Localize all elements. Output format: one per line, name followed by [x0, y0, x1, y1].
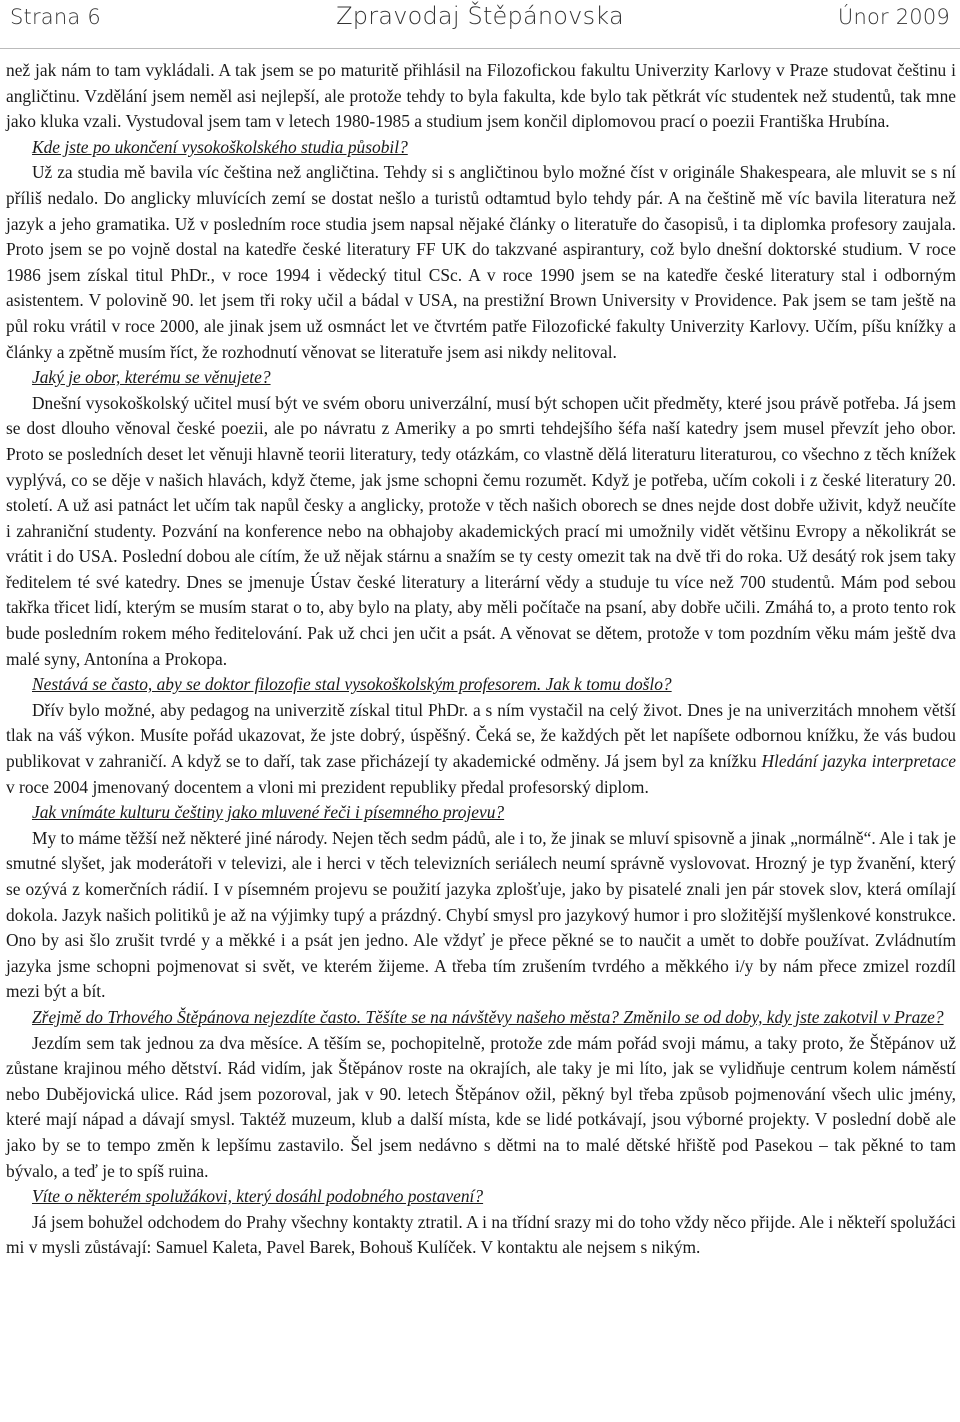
paragraph: Jezdím sem tak jednou za dva měsíce. A těším se, pochopitelně, protože zde mám pořád svoji mámu, a taky proto, že Štěpánov už zůstane krajinou mého dětství. Rád vidím, jak Štěpánov roste na okrajích, ale taky je mi líto, jak se vylidňuje centrum kolem náměstí nebo Dubějovická ulice. Rád jsem pozoroval, jak v 90. letech Štěpánov ožil, pěkný byl třeba způsob pojmenování všech ulic jmény, které mají nápad a dávají smysl. Taktéž muzeum, klub a další místa, kde se lidé potkávají, jsou výborné projekty. V poslední době ale jako by se to tempo změn k lepšímu zastavilo. Šel jsem nedávno s dětmi na to malé dětské hřiště pod Pasekou – tak pěkné to tam bývalo, a teď je to spíš ruina.: [6, 1032, 956, 1181]
page-header: [0, 0, 960, 49]
interview-question: Jaký je obor, kterému se věnujete?: [32, 367, 271, 388]
answer-text: v roce 2004 jmenovaný docentem a vloni mi prezident republiky předal profesorský diplom.: [6, 776, 649, 797]
paragraph: Já jsem bohužel odchodem do Prahy všechny kontakty ztratil. A i na třídní srazy mi do toho vždy něco přijde. Ale i někteří spolužáci mi v mysli zůstávají: Samuel Kaleta, Pavel Barek, Bohouš Kulíček. V kontaktu ale nejsem s nikým.: [6, 1211, 956, 1258]
book-title: Hledání jazyka interpretace: [761, 751, 957, 772]
paragraph: než jak nám to tam vykládali. A tak jsem se po maturitě přihlásil na Filozofickou fakultu Univerzity Karlovy v Praze studovat češtinu i angličtinu. Vzdělání jsem neměl asi nejlepší, ale protože tehdy to byla fakulta, kde bylo tak pětkrát víc studentek než studentů, tak mne jako kluka vzali. Vystudoval jsem tam v letech 1980-1985 a studium jsem končil diplomovou prací o poezii Františka Hrubína.: [6, 60, 956, 132]
interview-question: Jak vnímáte kulturu češtiny jako mluvené řeči i písemného projevu?: [32, 802, 505, 823]
interview-question: Kde jste po ukončení vysokoškolského studia působil?: [32, 136, 408, 157]
paragraph: Dnešní vysokoškolský učitel musí být ve svém oboru univerzální, musí být schopen učit předměty, které jsou právě potřeba. Já jsem se dost dlouho věnoval české poezii, ale po návratu z Ameriky a po smrti tehdejšího šéfa naší katedry jsem musel převzít jeho obor. Proto se posledních deset let věnuji hlavně teorii literatury, tedy otázkám, co vlastně dělá literaturu literaturou, co všechno z těch knížek vyplývá, co se děje v našich hlavách, když čteme, jak jsme schopni čemu rozumět. Když je potřeba, učím cokoli i z české literatury 20. století. A už asi patnáct let učím tak napůl česky a anglicky, protože v těch našich oborech se dnes nejde dost dobře uživit, když neučíte i zahraniční studenty. Pozvání na konference nebo na obhajoby akademických prací mi umožnily vidět většinu Evropy a několikrát se vrátit i do USA. Poslední dobou ale cítím, že už nějak stárnu a snažím se ty cesty omezit tak na dvě tři do roka. Už desátý rok jsem taky ředitelem té své katedry. Dnes se jmenuje Ústav české literatury a literární vědy a studuje tu více než 700 studentů. Mám pod sebou takřka třicet lidí, kterým se musím starat o to, aby bylo na platy, aby měli počítače na psaní, aby dobře učili. Zmáhá to, a proto tento rok bude posledním rokem mého ředitelování. Pak už chci jen učit a psát. A věnovat se dětem, protože v tom pozdním věku mám ještě dva malé syny, Antonína a Prokopa.: [6, 392, 956, 669]
page-number: Strana 6: [10, 5, 101, 29]
paragraph: My to máme těžší než některé jiné národy. Nejen těch sedm pádů, ale i to, že jinak se mluví spisovně a jinak „normálně“. Ale i tak je smutné slyšet, jak moderátoři v televizi, ale i herci v těch televizních seriálech neumí správně vyslovovat. Hrozný je typ žvanění, který se ozývá z komerčních rádií. I v písemném projevu se použití jazyka zplošťuje, jako by pisatelé znali jen pár stovek slov, která omílají dokola. Jazyk našich politiků je až na výjimky tupý a prázdný. Chybí smysl pro jazykový humor i pro složitější myšlenkové konstrukce. Ono by asi šlo zrušit tvrdé y a měkké i a psát jen jedno. Ale vždyť je přece pěkné se to naučit a umět to dobře používat. Zvládnutím jazyka jsme schopni pojmenovat si svět, ve kterém žijeme. A třeba tím zrušením tvrdého a měkkého i/y by nám přece zmizel rozdíl mezi být a bít.: [6, 827, 956, 1002]
interview-question: Víte o některém spolužákovi, který dosáhl podobného postavení?: [32, 1186, 484, 1207]
article-body: [6, 58, 956, 1261]
paragraph: [6, 698, 956, 800]
interview-question: Nestává se často, aby se doktor filozofie stal vysokoškolským profesorem. Jak k tomu došlo?: [32, 674, 672, 695]
newsletter-title: Zpravodaj Štěpánovska: [336, 2, 624, 30]
answer-text: Dřív bylo možné, aby pedagog na univerzitě získal titul PhDr. a s ním vystačil na celý život. Dnes je na univerzitách mnohem větší tlak na váš výkon. Musíte pořád ukazovat, že jste dobrý, úspěšný. Čeká se, že každých pět let napíšete odbornou knížku, že vás budou publikovat v zahraničí. A když se to daří, tak zase přicházejí ty akademické odměny. Já jsem byl za knížku: [6, 699, 956, 772]
interview-question: Zřejmě do Trhového Štěpánova nejezdíte často. Těšíte se na návštěvy našeho města? Změnilo se od doby, kdy jste zakotvil v Praze?: [32, 1006, 944, 1027]
paragraph: Už za studia mě bavila víc čeština než angličtina. Tehdy si s angličtinou bylo možné číst v originále Shakespeara, ale mluvit se s ní příliš nedalo. Do anglicky mluvících zemí se dostat nešlo a turistů odtamtud bylo tehdy pár. A na češtině mě víc bavila literatura než jazyk a jeho gramatika. Už v posledním roce studia jsem napsal nějaké články o literatuře do časopisů, i ta diplomka profesory zaujala. Proto jsem se po vojně dostal na katedře české literatury FF UK do takzvané aspirantury, což bylo dnešní doktorské studium. V roce 1986 jsem získal titul PhDr., v roce 1994 i vědecký titul CSc. A v roce 1990 jsem se na katedře české literatury stal i odborným asistentem. V polovině 90. let jsem tři roky učil a bádal v USA, na prestižní Brown University v Providence. Pak jsem se tam ještě na půl roku vrátil v roce 2000, ale jinak jsem už osmnáct let ve čtvrtém patře Filozofické fakulty Univerzity Karlovy. Učím, píšu knížky a články a zpětně musím říct, že rozhodnutí věnovat se literatuře jsem asi nikdy nelitoval.: [6, 162, 956, 362]
issue-date: Únor 2009: [837, 5, 950, 29]
